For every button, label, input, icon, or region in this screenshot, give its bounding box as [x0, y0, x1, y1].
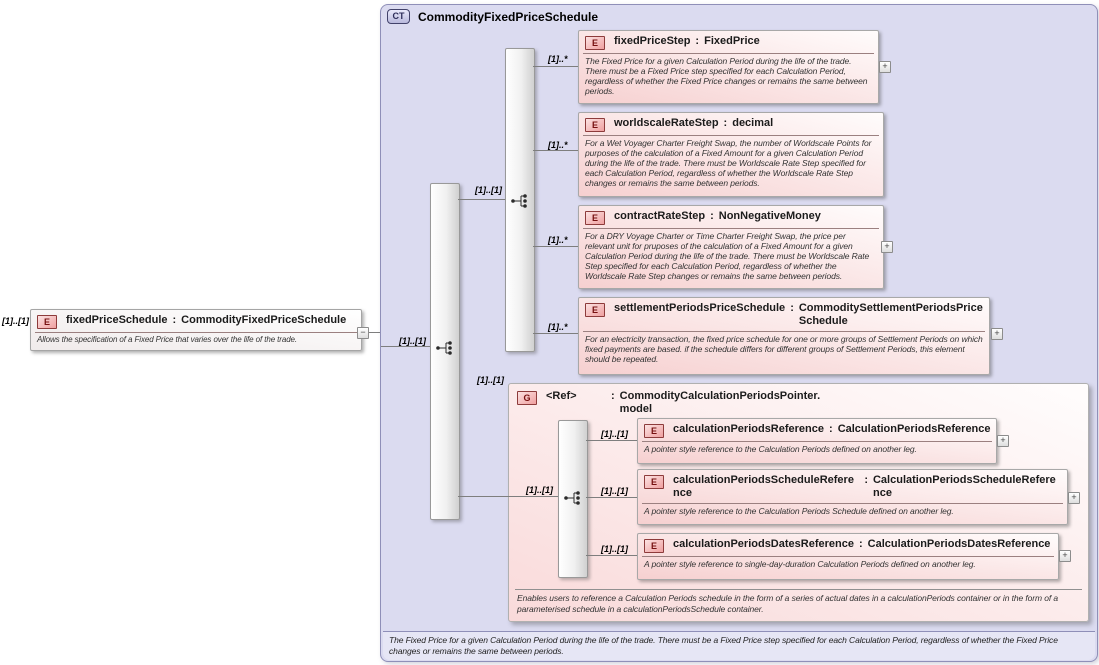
expand-icon[interactable]: + [997, 435, 1009, 447]
cardinality-label: [1]..[1] [601, 544, 628, 554]
element-type: FixedPrice [704, 35, 760, 47]
element-type: CalculationPeriodsDatesReference [867, 538, 1051, 550]
type-separator: : [858, 538, 863, 550]
type-separator: : [695, 35, 700, 47]
complex-type-title: CommodityFixedPriceSchedule [418, 9, 599, 24]
element-name: calculationPeriodsReference [673, 423, 825, 435]
element-title-row [579, 298, 989, 329]
cardinality-label: [1]..[1] [526, 485, 553, 495]
group-annotation: Enables users to reference a Calculation Periods schedule in the form of a series of actual dates in a calculationPeriods container or in the form of a parameterised schedule in a calculationPeriodsSchedule container. [515, 589, 1082, 615]
element-annotation: Allows the specification of a Fixed Price that varies over the life of the trade. [35, 332, 357, 345]
group-name: <Ref> [546, 390, 577, 402]
connector [586, 555, 637, 556]
connector [381, 346, 430, 347]
element-title-row [579, 31, 878, 51]
element-annotation: The Fixed Price for a given Calculation Period during the life of the trade. There must be a Fixed Price step specified for each Calculation Period, regardless of whether the Fixed Price changes or remains the same between periods. [583, 53, 874, 96]
element-annotation: A pointer style reference to the Calculation Periods defined on another leg. [642, 441, 992, 454]
sequence-compositor-icon [435, 340, 455, 356]
complex-type-badge: CT [387, 9, 410, 24]
cardinality-label: [1]..[1] [475, 185, 502, 195]
expand-icon[interactable]: + [881, 241, 893, 253]
choice-compositor-icon [510, 193, 530, 209]
type-separator: : [790, 302, 794, 314]
element-title-row [579, 206, 883, 226]
cardinality-label: [1]..[1] [477, 375, 504, 385]
element-badge: E [585, 36, 605, 50]
element-name: worldscaleRateStep [614, 117, 719, 129]
element-badge: E [644, 475, 664, 489]
connector [533, 150, 578, 151]
element-type: decimal [732, 117, 774, 129]
element-title-row [579, 113, 883, 133]
cardinality-label: [1]..[1] [601, 429, 628, 439]
element-annotation: For an electricity transaction, the fixed price schedule for one or more groups of Settlement Periods on which fixed payments are based. if the schedule differs for different groups of Settlement Periods, this element should be repeated. [583, 331, 985, 364]
complex-type-annotation: The Fixed Price for a given Calculation Period during the life of the trade. There must be a Fixed Price step specified for each Calculation Period, regardless of whether the Fixed Price changes or remains the same between periods. [383, 631, 1095, 660]
element-box-calculationPeriodsScheduleReference[interactable] [637, 469, 1068, 525]
element-type: CommoditySettlementPeriodsPriceSchedule [798, 302, 983, 327]
element-type: CalculationPeriodsScheduleReference [872, 474, 1056, 499]
type-separator: : [611, 390, 615, 402]
type-separator: : [723, 117, 728, 129]
element-badge: E [585, 303, 605, 317]
collapse-icon[interactable]: − [357, 327, 369, 339]
element-name: fixedPriceStep [614, 35, 691, 47]
type-separator: : [172, 314, 177, 326]
element-name: settlementPeriodsPriceSchedule [614, 302, 786, 314]
element-annotation: A pointer style reference to single-day-duration Calculation Periods defined on another leg. [642, 556, 1054, 569]
inner-sequence-compositor-icon [563, 490, 583, 506]
element-name: contractRateStep [614, 210, 706, 222]
cardinality-label: [1]..* [548, 54, 568, 64]
element-badge: E [37, 315, 57, 329]
connector [533, 333, 578, 334]
element-box-fixedPriceStep[interactable] [578, 30, 879, 104]
complex-type-header [387, 9, 598, 24]
expand-icon[interactable]: + [1068, 492, 1080, 504]
element-title-row [638, 470, 1067, 501]
type-separator: : [710, 210, 714, 222]
element-box-contractRateStep[interactable] [578, 205, 884, 289]
group-type: CommodityCalculationPeriodsPointer.model [619, 390, 821, 415]
element-title-row [638, 534, 1058, 554]
element-title-row [638, 419, 996, 439]
element-box-worldscaleRateStep[interactable] [578, 112, 884, 197]
element-annotation: For a Wet Voyager Charter Freight Swap, the number of Worldscale Points for purposes of the calculation of a Fixed Amount for a given Calculation Period during the life of the trade. There must be Worldscale Rate Step specified for each Calculation Period, regardless of whether the Worldscale Rate Step changes or remains the same between periods. [583, 135, 879, 188]
connector [533, 66, 578, 67]
expand-icon[interactable]: + [1059, 550, 1071, 562]
group-badge: G [517, 391, 537, 405]
cardinality-label: [1]..* [548, 235, 568, 245]
element-name: calculationPeriodsDatesReference [673, 538, 854, 550]
cardinality-label: [1]..[1] [399, 336, 426, 346]
element-title-row [31, 310, 361, 330]
element-name: calculationPeriodsScheduleReference [673, 474, 854, 499]
element-badge: E [585, 118, 605, 132]
group-title-row [509, 384, 1088, 416]
connector [586, 497, 637, 498]
element-badge: E [585, 211, 605, 225]
type-separator: : [864, 474, 868, 486]
type-separator: : [829, 423, 833, 435]
expand-icon[interactable]: + [991, 328, 1003, 340]
cardinality-label: [1]..[1] [2, 316, 29, 326]
element-annotation: A pointer style reference to the Calculation Periods Schedule defined on another leg. [642, 503, 1063, 516]
element-name: fixedPriceSchedule [66, 314, 168, 326]
element-type: CommodityFixedPriceSchedule [181, 314, 347, 326]
element-type: CalculationPeriodsReference [837, 423, 991, 435]
element-box-calculationPeriodsReference[interactable] [637, 418, 997, 464]
element-type: NonNegativeMoney [718, 210, 821, 222]
element-annotation: For a DRY Voyage Charter or Time Charter Freight Swap, the price per relevant unit for pruposes of the calculation of a Fixed Amount for a given Calculation Period during the life of the trade. There must be Worldscale Rate Step specified for each Calculation Period, regardless of whether the Worldscale Rate Step changes or remains the same between periods. [583, 228, 879, 281]
element-badge: E [644, 424, 664, 438]
element-badge: E [644, 539, 664, 553]
cardinality-label: [1]..[1] [601, 486, 628, 496]
element-box-calculationPeriodsDatesReference[interactable] [637, 533, 1059, 580]
connector [586, 440, 637, 441]
cardinality-label: [1]..* [548, 322, 568, 332]
element-box-settlementPeriodsPriceSchedule[interactable] [578, 297, 990, 375]
cardinality-label: [1]..* [548, 140, 568, 150]
connector [458, 199, 505, 200]
element-box-fixedPriceSchedule[interactable] [30, 309, 362, 351]
connector [458, 496, 558, 497]
connector [533, 246, 578, 247]
expand-icon[interactable]: + [879, 61, 891, 73]
